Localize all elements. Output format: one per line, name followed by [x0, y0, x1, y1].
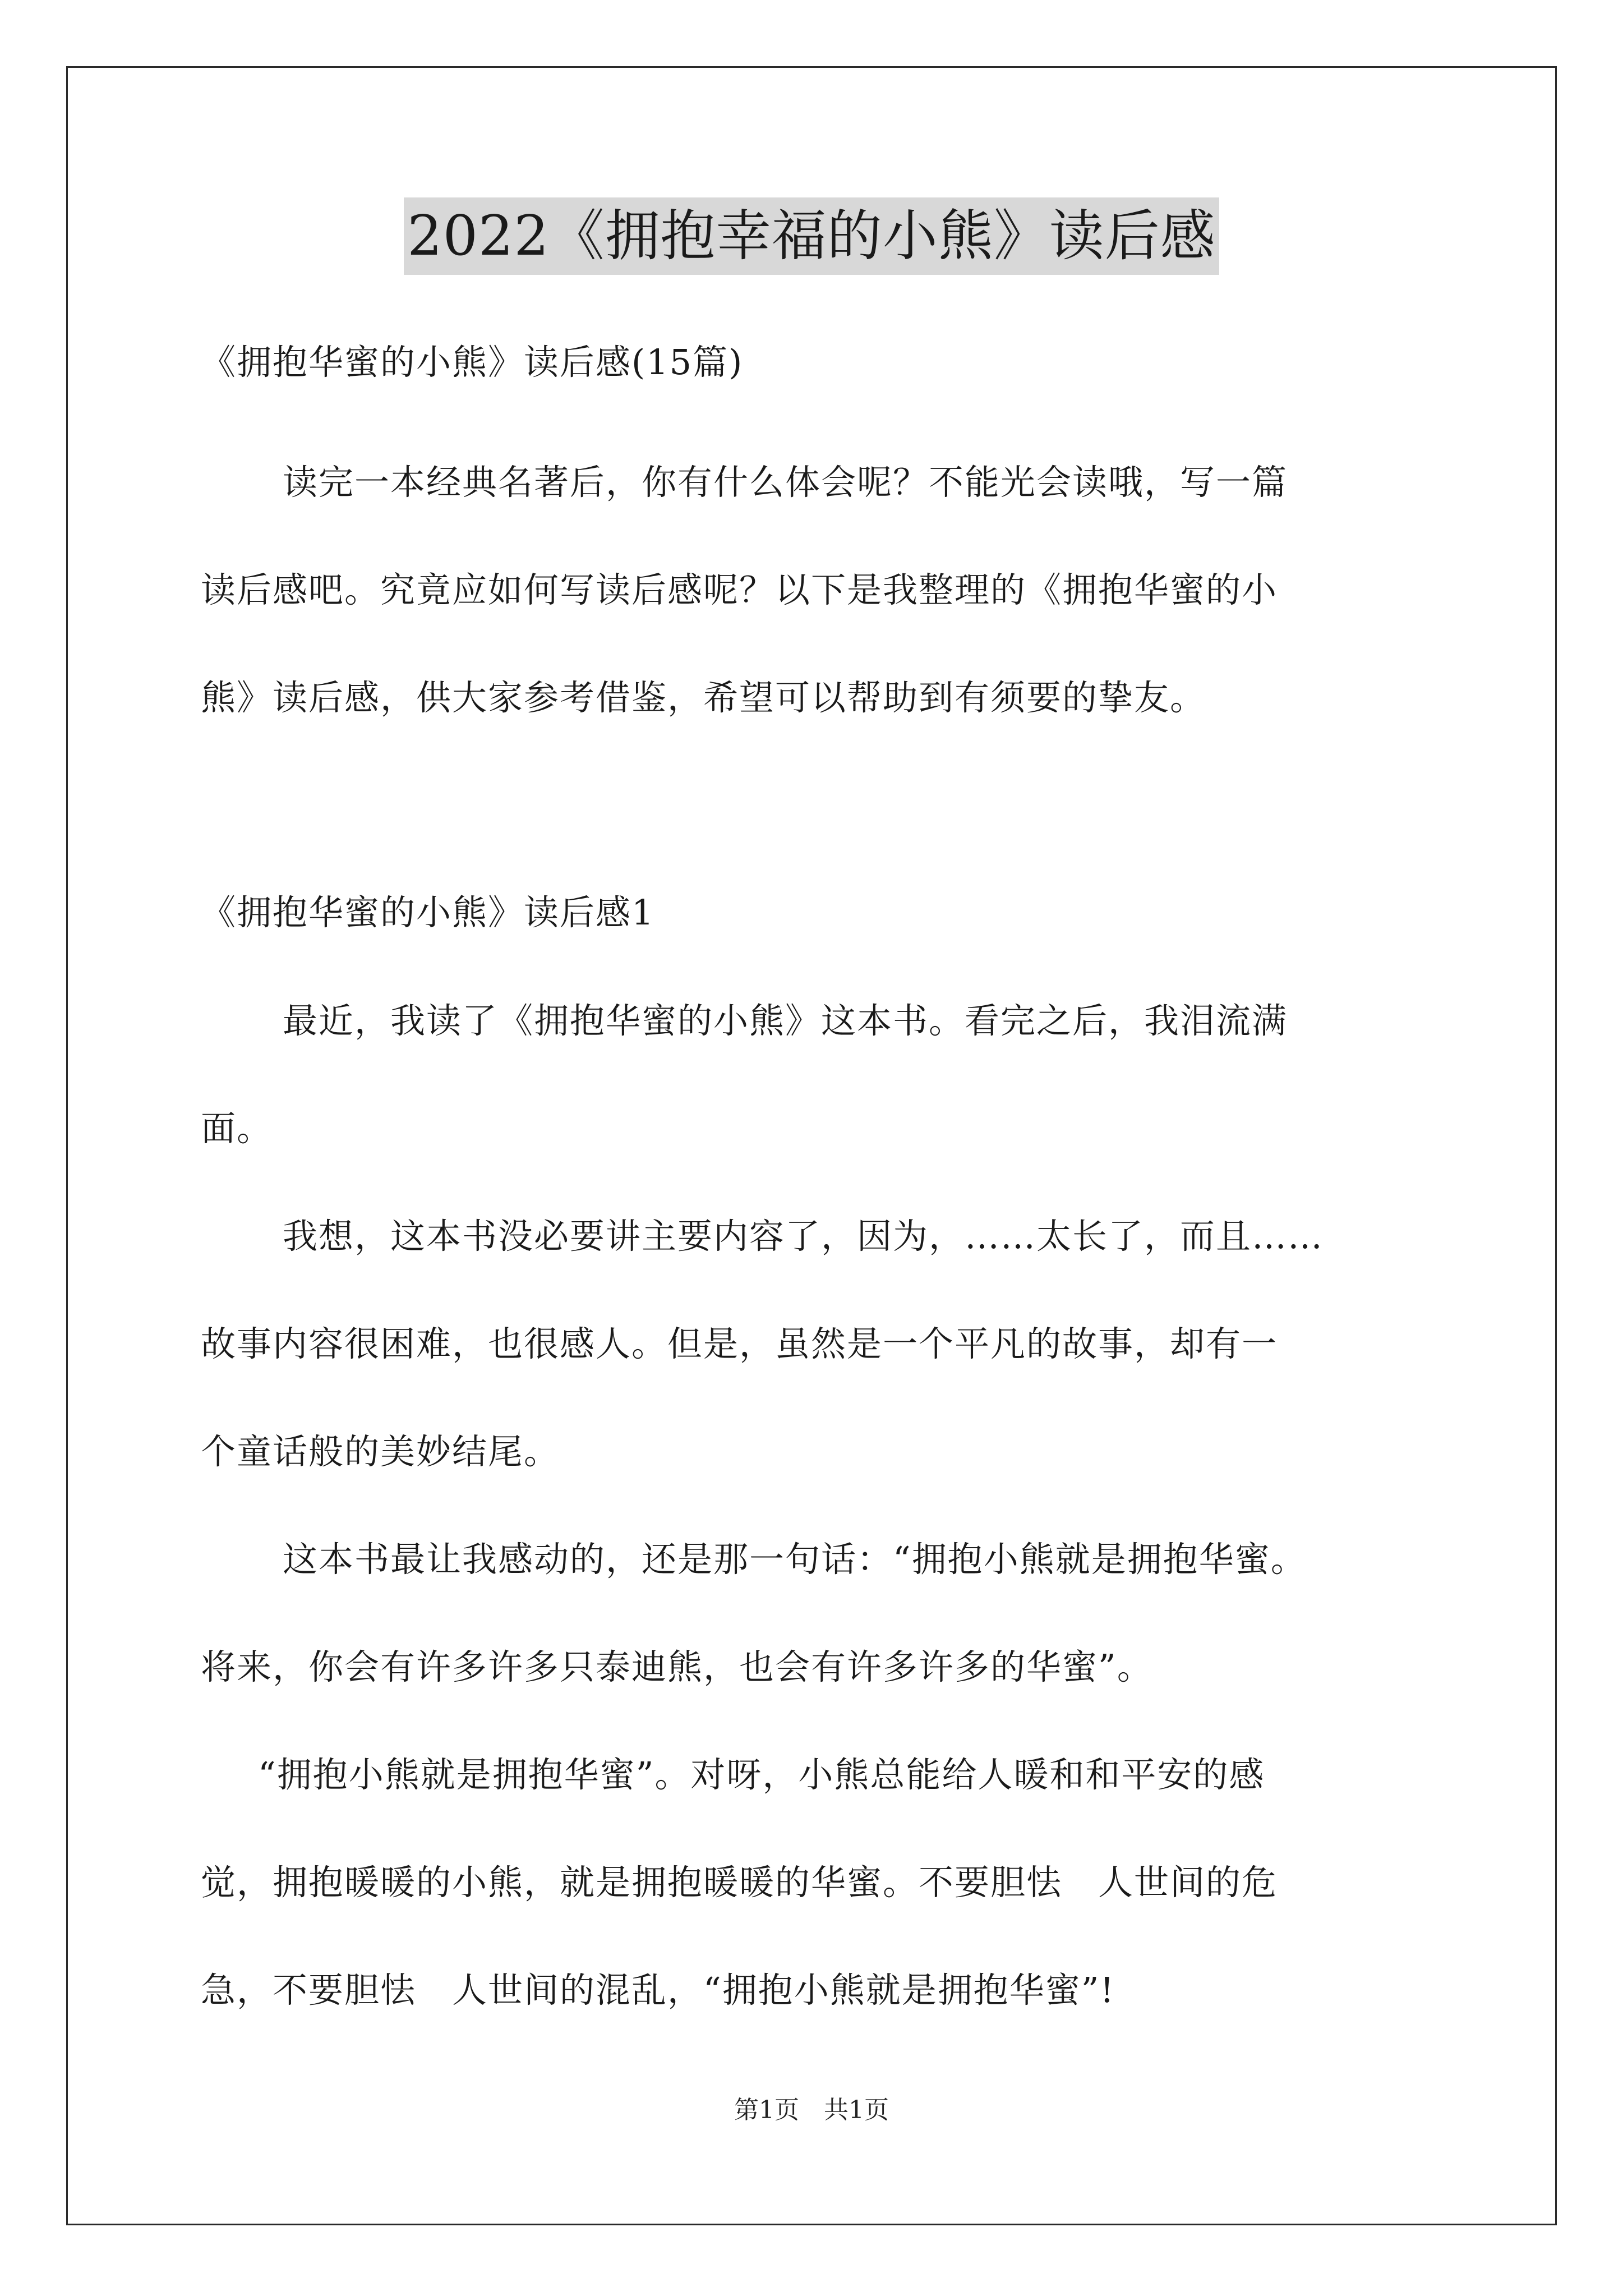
paragraph-line: “拥抱小熊就是拥抱华蜜”。对呀，小熊总能给人暖和和平安的感 [258, 1754, 1265, 1795]
document-subtitle: 《拥抱华蜜的小熊》读后感(15篇) [201, 342, 744, 383]
intro-line: 熊》读后感，供大家参考借鉴，希望可以帮助到有须要的挚友。 [201, 677, 1206, 718]
paragraph-line: 这本书最让我感动的，还是那一句话：“拥抱小熊就是拥抱华蜜。 [283, 1539, 1307, 1580]
paragraph-line: 最近，我读了《拥抱华蜜的小熊》这本书。看完之后，我泪流满 [283, 1000, 1288, 1041]
intro-line: 读完一本经典名著后，你有什么体会呢？不能光会读哦，写一篇 [283, 462, 1288, 503]
title-container [0, 197, 1623, 275]
paragraph-line: 故事内容很困难，也很感人。但是，虽然是一个平凡的故事，却有一 [201, 1323, 1278, 1364]
page-number: 第1页 [734, 2096, 799, 2124]
paragraph-line: 个童话般的美妙结尾。 [201, 1431, 560, 1472]
document-title: 2022《拥抱幸福的小熊》读后感 [404, 197, 1219, 275]
paragraph-line: 觉，拥抱暖暖的小熊，就是拥抱暖暖的华蜜。不要胆怯 人世间的危 [201, 1862, 1278, 1903]
paragraph-line: 将来，你会有许多许多只泰迪熊，也会有许多许多的华蜜”。 [201, 1646, 1153, 1687]
paragraph-line: 面。 [201, 1108, 273, 1149]
paragraph-line: 我想，这本书没必要讲主要内容了，因为，……太长了，而且…… [283, 1216, 1324, 1257]
paragraph-line: 急，不要胆怯 人世间的混乱，“拥抱小熊就是拥抱华蜜”! [201, 1970, 1115, 2010]
page-total: 共1页 [824, 2096, 889, 2124]
intro-line: 读后感吧。究竟应如何写读后感呢？以下是我整理的《拥抱华蜜的小 [201, 569, 1278, 610]
page-footer [0, 2093, 1623, 2127]
section-heading: 《拥抱华蜜的小熊》读后感1 [201, 892, 655, 933]
